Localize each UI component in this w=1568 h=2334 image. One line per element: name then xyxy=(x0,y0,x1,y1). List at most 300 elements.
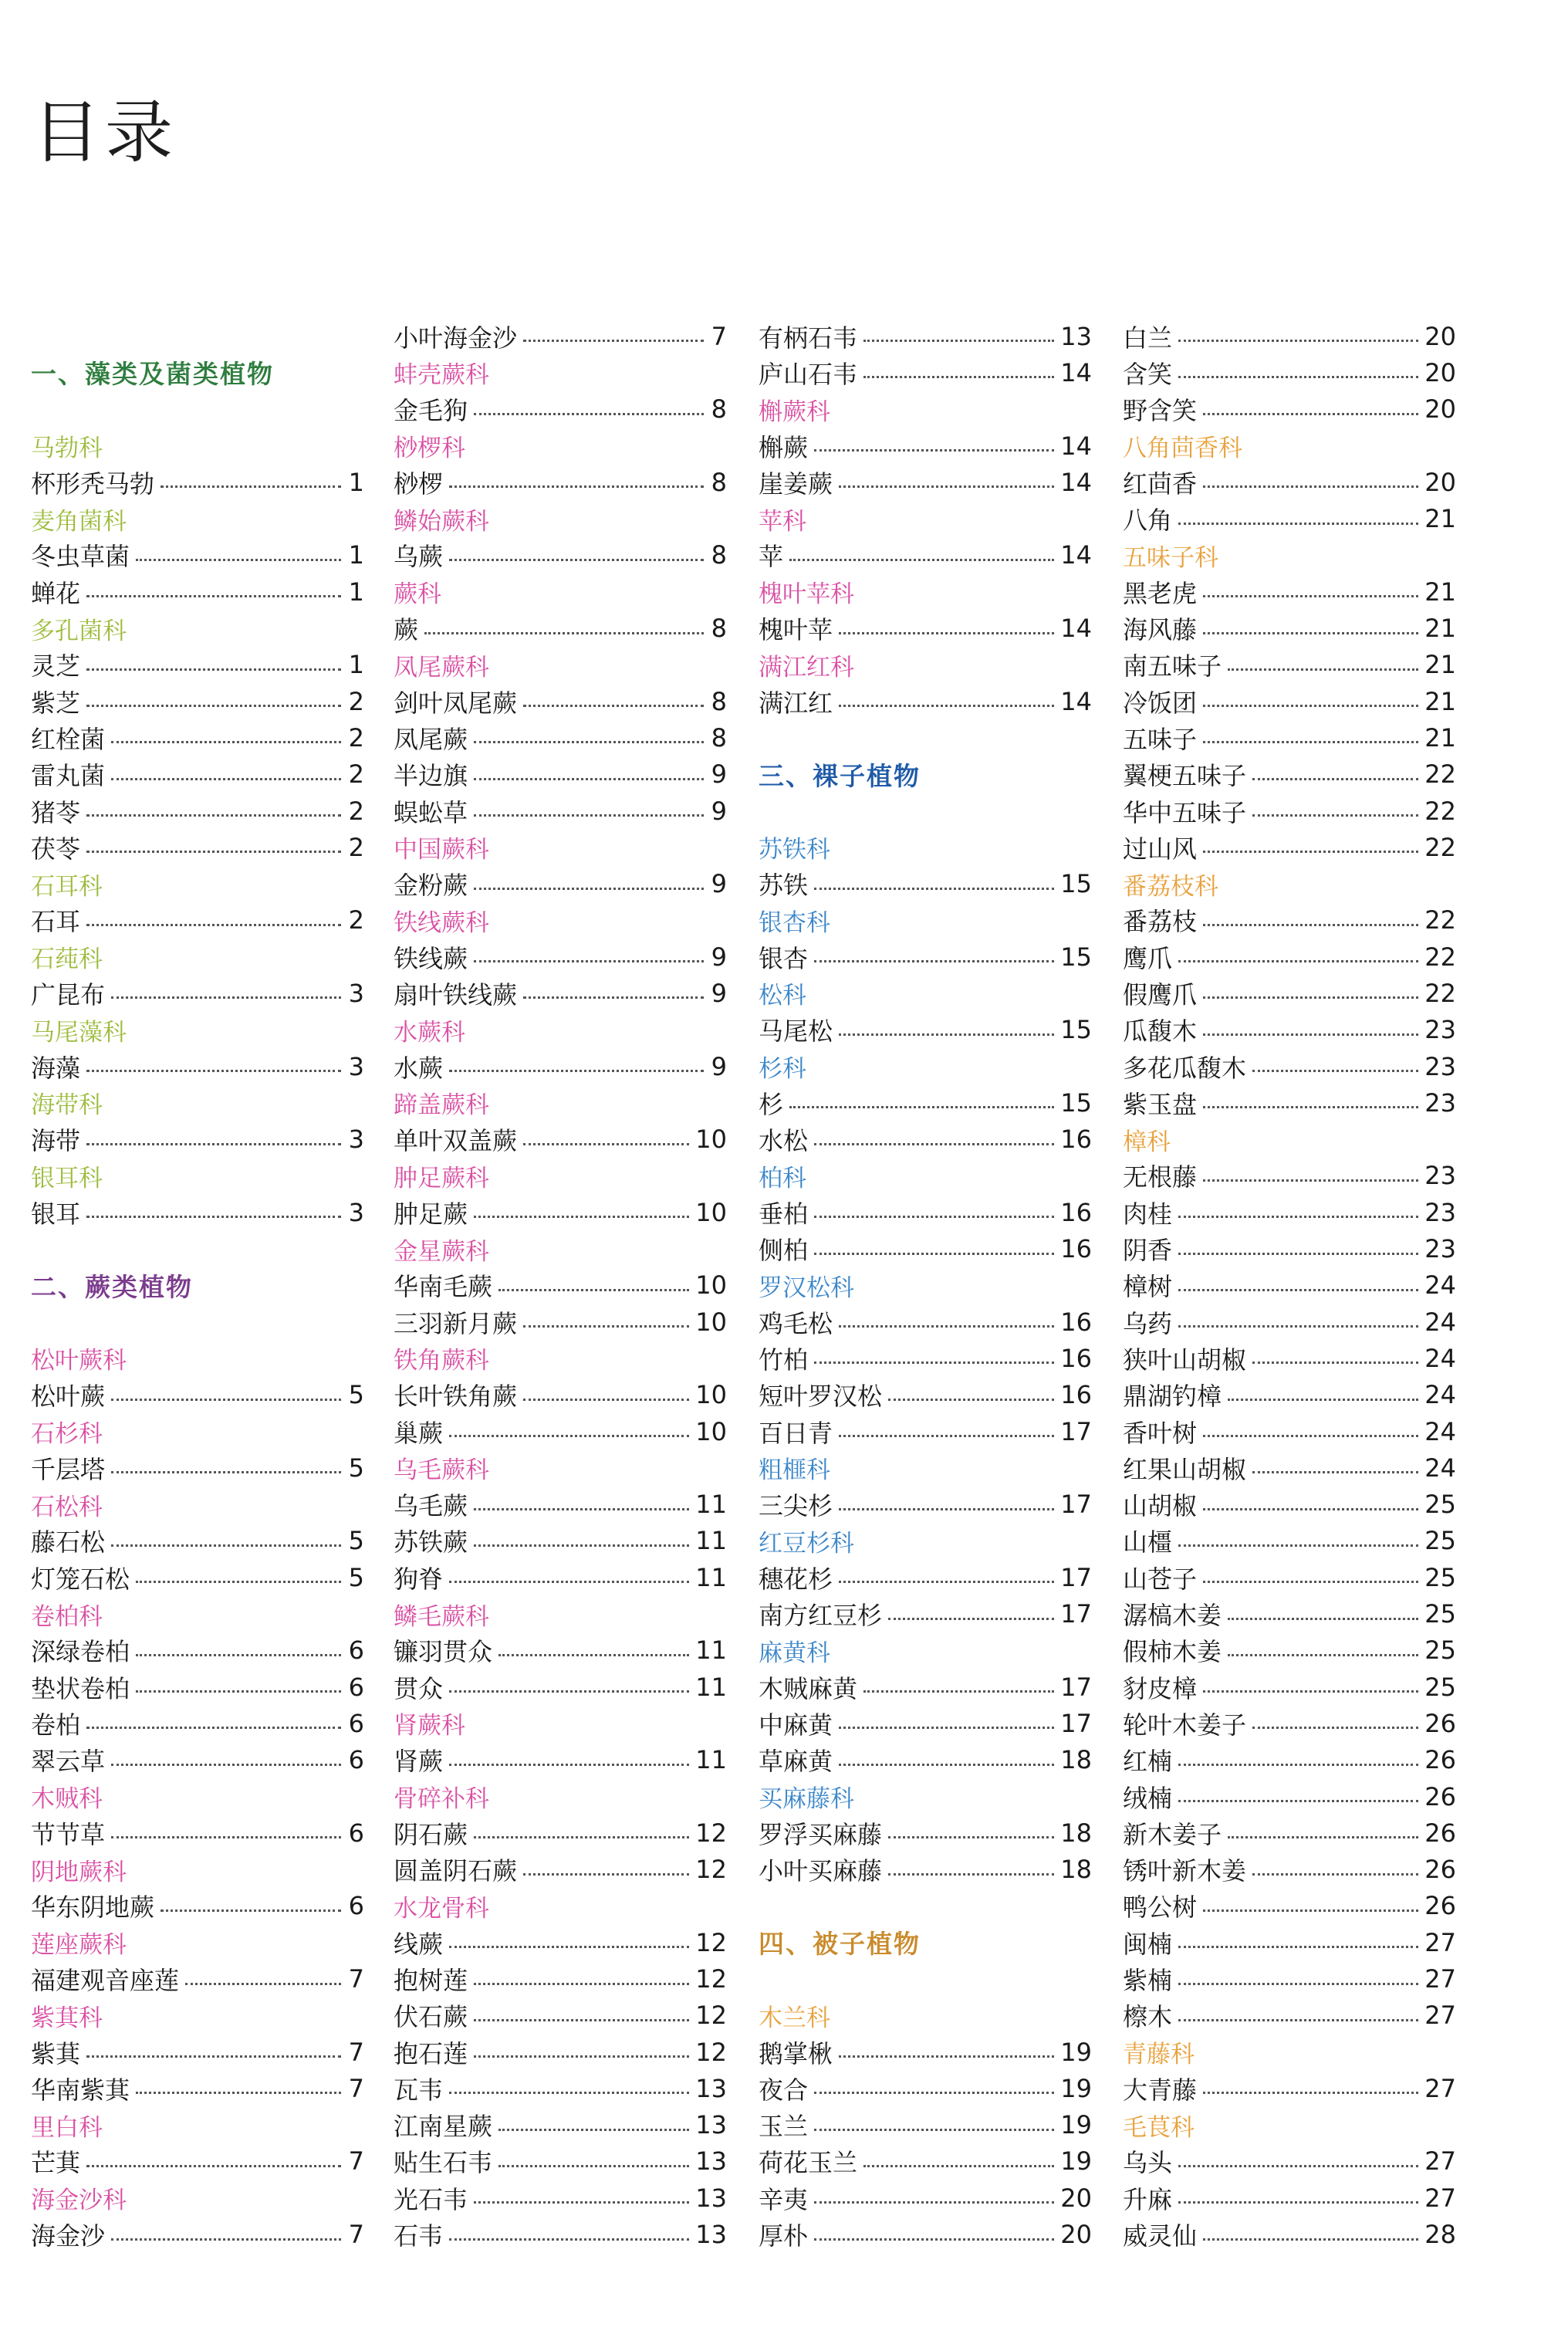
toc-entry[interactable] xyxy=(1123,1997,1456,2034)
toc-entry[interactable] xyxy=(394,2107,727,2143)
dot-leader xyxy=(1178,1325,1418,1328)
toc-entry[interactable] xyxy=(1123,1377,1456,1413)
dot-leader xyxy=(1203,1179,1418,1182)
toc-entry[interactable] xyxy=(394,1815,727,1851)
toc-entry[interactable] xyxy=(31,683,364,719)
toc-entry[interactable] xyxy=(394,1997,727,2034)
entry-name: 假鹰爪 xyxy=(1123,979,1198,1010)
entry-name: 竹柏 xyxy=(759,1345,809,1375)
toc-entry[interactable] xyxy=(1123,2180,1456,2216)
toc-entry[interactable] xyxy=(394,1960,727,1997)
page-number: 1 xyxy=(348,467,364,497)
dot-leader xyxy=(474,888,704,890)
dot-leader xyxy=(449,559,704,561)
dot-leader xyxy=(839,1325,1054,1328)
section-heading: 三、裸子植物 xyxy=(759,760,921,791)
toc-entry[interactable] xyxy=(759,354,1092,391)
dot-leader xyxy=(474,2201,689,2204)
toc-entry[interactable] xyxy=(31,1669,364,1705)
page-number: 24 xyxy=(1424,1270,1456,1301)
toc-entry[interactable] xyxy=(394,1632,727,1669)
entry-name: 蕨 xyxy=(394,615,419,645)
toc-entry[interactable] xyxy=(1123,1230,1456,1267)
entry-name: 苏铁 xyxy=(759,871,809,901)
toc-entry[interactable] xyxy=(394,2034,727,2070)
toc-entry[interactable] xyxy=(394,1851,727,1887)
entry-name: 江南星蕨 xyxy=(394,2112,493,2142)
toc-entry[interactable] xyxy=(759,1815,1092,1851)
toc-entry[interactable] xyxy=(31,2216,364,2252)
toc-entry[interactable] xyxy=(759,1851,1092,1887)
page-number: 9 xyxy=(711,796,727,826)
entry-name: 轮叶木姜子 xyxy=(1123,1710,1247,1740)
family-heading: 多孔菌科 xyxy=(31,617,127,645)
toc-entry[interactable] xyxy=(394,939,727,975)
dot-leader xyxy=(474,741,704,743)
toc-entry[interactable] xyxy=(31,573,364,610)
toc-entry[interactable] xyxy=(1123,1960,1456,1997)
page-number: 23 xyxy=(1424,1015,1456,1045)
spacer xyxy=(759,1888,1092,1924)
entry-name: 鸭公树 xyxy=(1123,1893,1198,1923)
family-heading: 石莼科 xyxy=(31,945,103,974)
dot-leader xyxy=(839,1508,1054,1510)
dot-leader xyxy=(449,485,704,488)
toc-entry[interactable] xyxy=(1123,391,1456,428)
toc-entry[interactable] xyxy=(394,2180,727,2216)
toc-entry[interactable] xyxy=(394,1669,727,1705)
entry-name: 庐山石韦 xyxy=(759,359,858,389)
toc-entry[interactable] xyxy=(759,1413,1092,1449)
toc-entry[interactable] xyxy=(1123,975,1456,1011)
toc-entry[interactable] xyxy=(759,1487,1092,1523)
toc-entry[interactable] xyxy=(759,537,1092,573)
toc-entry[interactable] xyxy=(759,1705,1092,1741)
entry-name: 乌头 xyxy=(1123,2148,1173,2178)
dot-leader xyxy=(814,2201,1054,2204)
toc-entry[interactable] xyxy=(31,1121,364,1158)
toc-entry[interactable] xyxy=(394,2216,727,2252)
toc-entry[interactable] xyxy=(1123,1158,1456,1194)
toc-entry[interactable] xyxy=(1123,1632,1456,1669)
toc-entry[interactable] xyxy=(1123,354,1456,391)
page-number: 3 xyxy=(348,978,364,1008)
page-number: 20 xyxy=(1424,321,1456,351)
dot-leader xyxy=(86,1070,341,1072)
toc-entry[interactable] xyxy=(1123,1084,1456,1121)
toc-entry[interactable] xyxy=(394,1523,727,1559)
page-number: 27 xyxy=(1424,2001,1456,2031)
page-number: 6 xyxy=(348,1708,364,1738)
family-heading: 樟科 xyxy=(1123,1128,1171,1156)
entry-name: 灵芝 xyxy=(31,651,81,682)
toc-entry[interactable] xyxy=(1123,1048,1456,1084)
dot-leader xyxy=(86,1727,341,1729)
toc-entry[interactable] xyxy=(1123,1449,1456,1486)
toc-entry[interactable] xyxy=(1123,902,1456,939)
page-number: 11 xyxy=(695,1526,727,1556)
toc-entry[interactable] xyxy=(1123,829,1456,865)
dot-leader xyxy=(1178,523,1418,525)
toc-entry[interactable] xyxy=(394,318,727,354)
dot-leader xyxy=(474,814,704,817)
toc-entry[interactable] xyxy=(31,537,364,573)
dot-leader xyxy=(111,1399,341,1401)
toc-entry[interactable] xyxy=(759,1121,1092,1158)
toc-entry[interactable] xyxy=(394,1194,727,1230)
toc-entry[interactable] xyxy=(1123,939,1456,975)
entry-name: 抱树莲 xyxy=(394,1966,468,1995)
toc-entry[interactable] xyxy=(759,1304,1092,1340)
toc-entry[interactable] xyxy=(31,2070,364,2106)
toc-entry[interactable] xyxy=(1123,1194,1456,1230)
toc-entry[interactable] xyxy=(1123,1778,1456,1815)
toc-entry[interactable] xyxy=(394,719,727,756)
toc-entry[interactable] xyxy=(394,610,727,646)
toc-entry[interactable] xyxy=(394,756,727,793)
entry-name: 肿足蕨 xyxy=(394,1199,468,1229)
toc-entry[interactable] xyxy=(31,719,364,756)
family-heading: 莲座蕨科 xyxy=(31,1931,127,1960)
toc-entry[interactable] xyxy=(394,683,727,719)
toc-entry[interactable] xyxy=(759,1377,1092,1413)
dot-leader xyxy=(1228,1836,1418,1838)
entry-name: 剑叶凤尾蕨 xyxy=(394,688,518,718)
toc-entry[interactable] xyxy=(759,1595,1092,1632)
toc-entry[interactable] xyxy=(394,975,727,1011)
page-number: 12 xyxy=(695,1927,727,1957)
toc-entry[interactable] xyxy=(31,756,364,793)
page-number: 1 xyxy=(348,540,364,570)
toc-entry[interactable] xyxy=(1123,464,1456,500)
dot-leader xyxy=(839,1581,1054,1583)
entry-name: 银杏 xyxy=(759,943,809,973)
toc-entry[interactable] xyxy=(1123,1815,1456,1851)
toc-entry[interactable] xyxy=(31,647,364,683)
family-heading: 满江红科 xyxy=(759,653,854,682)
entry-name: 百日青 xyxy=(759,1418,833,1448)
spacer xyxy=(31,1304,364,1340)
entry-name: 扇叶铁线蕨 xyxy=(394,979,518,1010)
page-number: 10 xyxy=(695,1307,727,1337)
toc-entry[interactable] xyxy=(394,1304,727,1340)
toc-entry[interactable] xyxy=(759,2180,1092,2216)
dot-leader xyxy=(1252,778,1418,780)
toc-entry[interactable] xyxy=(1123,610,1456,646)
dot-leader xyxy=(1178,1253,1418,1255)
dot-leader xyxy=(498,2129,689,2131)
dot-leader xyxy=(814,1216,1054,1218)
entry-name: 含笑 xyxy=(1123,359,1173,389)
entry-name: 圆盖阴石蕨 xyxy=(394,1856,518,1886)
toc-entry[interactable] xyxy=(394,2143,727,2180)
toc-entry[interactable] xyxy=(394,1048,727,1084)
family-heading: 粗榧科 xyxy=(759,1456,830,1485)
dot-leader xyxy=(814,888,1054,890)
toc-entry[interactable] xyxy=(759,610,1092,646)
toc-entry[interactable] xyxy=(1123,500,1456,536)
toc-entry[interactable] xyxy=(394,865,727,901)
entry-name: 鹅掌楸 xyxy=(759,2038,833,2068)
toc-entry[interactable] xyxy=(759,2070,1092,2106)
entry-name: 卷柏 xyxy=(31,1710,81,1740)
toc-entry[interactable] xyxy=(759,464,1092,500)
toc-entry[interactable] xyxy=(759,1012,1092,1048)
toc-entry[interactable] xyxy=(31,1742,364,1778)
page-number: 25 xyxy=(1424,1562,1456,1592)
toc-entry[interactable] xyxy=(759,865,1092,901)
dot-leader xyxy=(111,778,341,780)
toc-entry[interactable] xyxy=(31,1449,364,1486)
page-number: 18 xyxy=(1060,1855,1092,1885)
dot-leader xyxy=(814,1143,1054,1145)
entry-name: 芒萁 xyxy=(31,2148,81,2178)
page-number: 2 xyxy=(348,796,364,826)
toc-entry[interactable] xyxy=(1123,1413,1456,1449)
toc-entry[interactable] xyxy=(31,1559,364,1595)
entry-name: 豺皮樟 xyxy=(1123,1673,1198,1703)
dot-leader xyxy=(1178,2165,1418,2167)
toc-entry[interactable] xyxy=(31,1815,364,1851)
toc-entry[interactable] xyxy=(759,1194,1092,1230)
family-heading: 海带科 xyxy=(31,1091,103,1120)
toc-entry[interactable] xyxy=(31,1194,364,1230)
toc-entry[interactable] xyxy=(1123,1669,1456,1705)
toc-entry[interactable] xyxy=(394,2070,727,2106)
toc-entry[interactable] xyxy=(759,1230,1092,1267)
toc-entry[interactable] xyxy=(394,1267,727,1304)
dot-leader xyxy=(888,1836,1054,1838)
toc-entry[interactable] xyxy=(759,318,1092,354)
dot-leader xyxy=(1178,376,1418,378)
toc-entry[interactable] xyxy=(1123,1267,1456,1304)
toc-entry[interactable] xyxy=(31,793,364,829)
spacer xyxy=(31,318,364,354)
toc-entry[interactable] xyxy=(31,1048,364,1084)
dot-leader xyxy=(449,1581,689,1583)
toc-entry[interactable] xyxy=(1123,1304,1456,1340)
toc-entry[interactable] xyxy=(1123,1559,1456,1595)
toc-entry[interactable] xyxy=(1123,1742,1456,1778)
toc-entry[interactable] xyxy=(759,1084,1092,1121)
toc-entry[interactable] xyxy=(759,2216,1092,2252)
family-heading: 麦角菌科 xyxy=(31,507,127,536)
toc-entry[interactable] xyxy=(1123,1705,1456,1741)
toc-entry[interactable] xyxy=(31,464,364,500)
toc-entry[interactable] xyxy=(1123,1595,1456,1632)
entry-name: 紫萁 xyxy=(31,2038,81,2068)
toc-entry[interactable] xyxy=(1123,647,1456,683)
toc-entry[interactable] xyxy=(1123,1340,1456,1376)
page-number: 27 xyxy=(1424,2183,1456,2213)
page-number: 21 xyxy=(1424,577,1456,607)
toc-entry[interactable] xyxy=(31,2143,364,2180)
dot-leader xyxy=(111,1544,341,1547)
toc-entry[interactable] xyxy=(1123,719,1456,756)
page-number: 8 xyxy=(711,614,727,644)
toc-entry[interactable] xyxy=(31,2034,364,2070)
page-number: 15 xyxy=(1060,1088,1092,1118)
toc-entry[interactable] xyxy=(1123,1888,1456,1924)
toc-entry[interactable] xyxy=(759,2143,1092,2180)
toc-entry[interactable] xyxy=(1123,683,1456,719)
toc-entry[interactable] xyxy=(759,1340,1092,1376)
entry-name: 石韦 xyxy=(394,2221,444,2251)
page-number: 20 xyxy=(1060,2220,1092,2250)
toc-entry[interactable] xyxy=(759,1742,1092,1778)
page-number: 21 xyxy=(1424,504,1456,534)
entry-name: 千层塔 xyxy=(31,1454,106,1484)
dot-leader xyxy=(888,1618,1054,1620)
toc-entry[interactable] xyxy=(1123,756,1456,793)
toc-entry[interactable] xyxy=(1123,2070,1456,2106)
entry-name: 肉桂 xyxy=(1123,1199,1173,1229)
dot-leader xyxy=(1228,1399,1418,1401)
page-number: 13 xyxy=(695,2073,727,2103)
page-number: 10 xyxy=(695,1416,727,1446)
entry-name: 猪苓 xyxy=(31,797,81,827)
entry-name: 无根藤 xyxy=(1123,1162,1198,1192)
entry-name: 假柿木姜 xyxy=(1123,1637,1222,1667)
entry-name: 狭叶山胡椒 xyxy=(1123,1345,1247,1375)
entry-name: 石耳 xyxy=(31,907,81,937)
entry-name: 潺槁木姜 xyxy=(1123,1601,1222,1631)
page-number: 12 xyxy=(695,2037,727,2067)
family-heading: 蹄盖蕨科 xyxy=(394,1091,489,1120)
page-number: 17 xyxy=(1060,1416,1092,1446)
dot-leader xyxy=(424,632,704,634)
toc-entry[interactable] xyxy=(1123,1924,1456,1960)
dot-leader xyxy=(449,1946,689,1948)
entry-name: 穗花杉 xyxy=(759,1564,833,1594)
toc-entry[interactable] xyxy=(31,975,364,1011)
family-heading: 毛茛科 xyxy=(1123,2113,1195,2142)
dot-leader xyxy=(1203,413,1418,415)
family-heading: 蚌壳蕨科 xyxy=(394,361,489,390)
toc-entry[interactable] xyxy=(1123,793,1456,829)
toc-entry[interactable] xyxy=(759,683,1092,719)
family-heading: 骨碎补科 xyxy=(394,1785,489,1814)
toc-entry[interactable] xyxy=(31,1523,364,1559)
toc-entry[interactable] xyxy=(1123,318,1456,354)
toc-entry[interactable] xyxy=(31,1705,364,1741)
toc-entry[interactable] xyxy=(31,902,364,939)
entry-name: 雷丸菌 xyxy=(31,761,106,791)
toc-entry[interactable] xyxy=(1123,1523,1456,1559)
page-number: 14 xyxy=(1060,357,1092,387)
dot-leader xyxy=(474,778,704,780)
page-number: 8 xyxy=(711,467,727,497)
dot-leader xyxy=(839,1764,1054,1766)
toc-entry[interactable] xyxy=(759,939,1092,975)
page-number: 15 xyxy=(1060,942,1092,972)
page-number: 12 xyxy=(695,1855,727,1885)
page-number: 20 xyxy=(1424,467,1456,497)
page-number: 12 xyxy=(695,1818,727,1848)
entry-name: 华南毛蕨 xyxy=(394,1272,493,1302)
toc-entry[interactable] xyxy=(1123,1851,1456,1887)
entry-name: 垂柏 xyxy=(759,1199,809,1229)
page-number: 11 xyxy=(695,1745,727,1775)
dot-leader xyxy=(863,376,1054,378)
page-number: 7 xyxy=(348,2146,364,2177)
family-heading: 石耳科 xyxy=(31,872,103,901)
toc-entry[interactable] xyxy=(1123,1012,1456,1048)
family-heading: 买麻藤科 xyxy=(759,1785,854,1814)
page-number: 20 xyxy=(1060,2183,1092,2213)
page-number: 25 xyxy=(1424,1672,1456,1702)
toc-entry[interactable] xyxy=(1123,573,1456,610)
toc-entry[interactable] xyxy=(31,1632,364,1669)
page-number: 24 xyxy=(1424,1380,1456,1410)
toc-entry[interactable] xyxy=(394,793,727,829)
toc-entry[interactable] xyxy=(394,1121,727,1158)
page-number: 5 xyxy=(348,1380,364,1410)
dot-leader xyxy=(839,1727,1054,1729)
toc-entry[interactable] xyxy=(394,464,727,500)
toc-entry[interactable] xyxy=(31,1377,364,1413)
toc-entry[interactable] xyxy=(394,537,727,573)
page-number: 10 xyxy=(695,1380,727,1410)
page-number: 16 xyxy=(1060,1234,1092,1264)
entry-name: 海带 xyxy=(31,1126,81,1156)
dot-leader xyxy=(1203,1106,1418,1108)
page-number: 24 xyxy=(1424,1453,1456,1483)
toc-entry[interactable] xyxy=(1123,1487,1456,1523)
entry-name: 鹰爪 xyxy=(1123,943,1173,973)
page-number: 19 xyxy=(1060,2110,1092,2140)
page-number: 17 xyxy=(1060,1490,1092,1520)
toc-entry[interactable] xyxy=(394,1487,727,1523)
entry-name: 红楠 xyxy=(1123,1747,1173,1777)
toc-entry[interactable] xyxy=(1123,2143,1456,2180)
page-number: 14 xyxy=(1060,467,1092,497)
toc-entry[interactable] xyxy=(759,2034,1092,2070)
family-heading: 桫椤科 xyxy=(394,435,465,463)
entry-name: 杯形秃马勃 xyxy=(31,468,155,499)
entry-name: 华中五味子 xyxy=(1123,797,1247,827)
toc-entry[interactable] xyxy=(394,1377,727,1413)
dot-leader xyxy=(523,705,704,707)
page-number: 22 xyxy=(1424,978,1456,1008)
toc-entry[interactable] xyxy=(394,1413,727,1449)
toc-entry[interactable] xyxy=(394,1559,727,1595)
dot-leader xyxy=(1178,1216,1418,1218)
family-heading: 五味子科 xyxy=(1123,543,1218,572)
toc-entry[interactable] xyxy=(759,428,1092,464)
dot-leader xyxy=(136,559,341,561)
toc-column-1 xyxy=(31,318,364,2253)
dot-leader xyxy=(1178,340,1418,342)
toc-entry[interactable] xyxy=(759,2107,1092,2143)
page-number: 8 xyxy=(711,540,727,570)
toc-column-4 xyxy=(1123,318,1456,2253)
toc-entry[interactable] xyxy=(394,1742,727,1778)
toc-entry[interactable] xyxy=(759,1669,1092,1705)
family-heading: 鳞始蕨科 xyxy=(394,507,489,536)
page-number: 1 xyxy=(348,577,364,607)
toc-entry[interactable] xyxy=(394,1924,727,1960)
toc-entry[interactable] xyxy=(31,829,364,865)
toc-entry[interactable] xyxy=(1123,2216,1456,2252)
toc-entry[interactable] xyxy=(31,1960,364,1997)
entry-name: 鸡毛松 xyxy=(759,1308,833,1338)
toc-entry[interactable] xyxy=(394,391,727,428)
dot-leader xyxy=(111,1764,341,1766)
toc-entry[interactable] xyxy=(31,1888,364,1924)
dot-leader xyxy=(449,1764,689,1766)
toc-entry[interactable] xyxy=(759,1559,1092,1595)
